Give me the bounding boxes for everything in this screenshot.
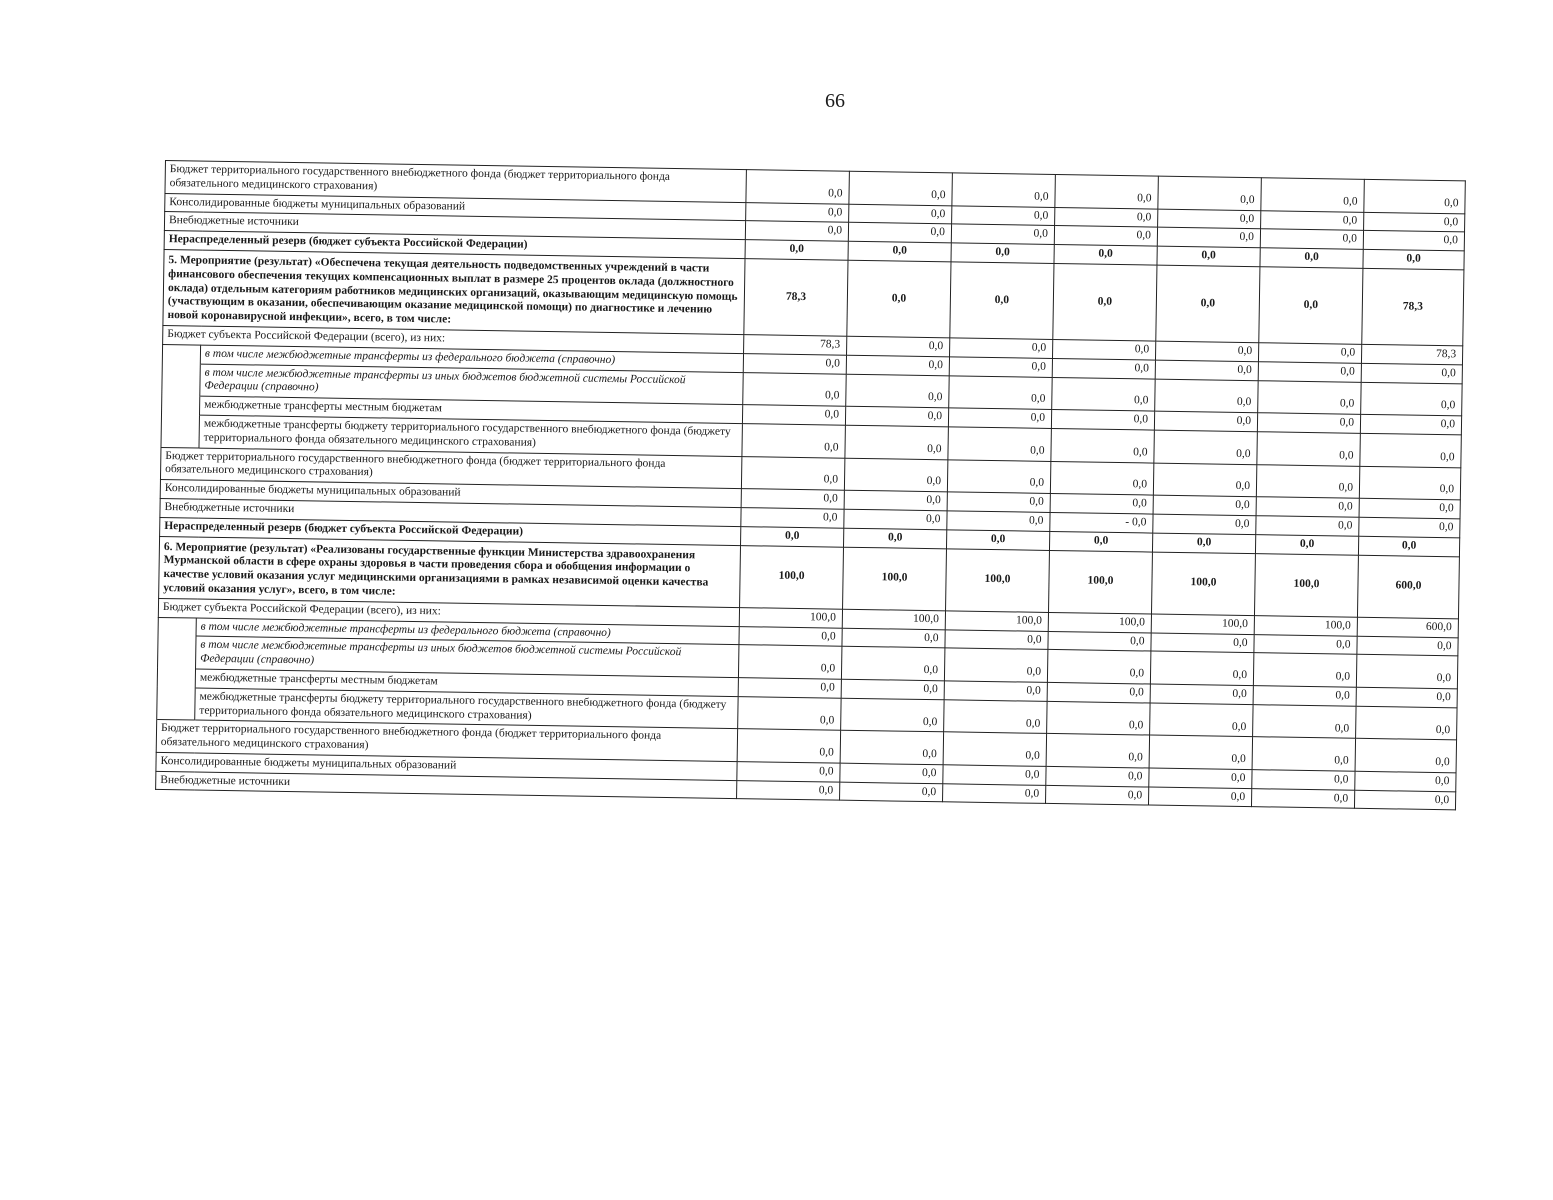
- value-cell: 0,0: [1047, 701, 1150, 735]
- value-cell: 0,0: [742, 405, 845, 425]
- indent-cell: [161, 414, 200, 447]
- value-cell: 0,0: [1158, 176, 1261, 210]
- value-cell: 0,0: [1258, 380, 1361, 414]
- value-cell: 100,0: [1049, 550, 1153, 614]
- value-cell: 0,0: [739, 626, 842, 646]
- row-label: Нераспределенный резерв (бюджет субъекта Российской Федерации): [160, 517, 741, 545]
- value-cell: 0,0: [849, 171, 952, 205]
- value-total-cell: 0,0: [1363, 231, 1464, 251]
- value-cell: 0,0: [742, 424, 845, 458]
- value-cell: 0,0: [1253, 653, 1356, 687]
- value-total-cell: 0,0: [1364, 179, 1465, 213]
- value-cell: 0,0: [1149, 768, 1252, 788]
- row-label: Внебюджетные источники: [156, 771, 737, 799]
- value-total-cell: 0,0: [1360, 414, 1461, 434]
- value-cell: 0,0: [738, 645, 841, 679]
- value-cell: 0,0: [743, 372, 846, 406]
- value-total-cell: 0,0: [1356, 687, 1457, 707]
- value-cell: 0,0: [943, 783, 1046, 803]
- indent-cell: [162, 363, 201, 396]
- value-cell: 0,0: [1257, 413, 1360, 433]
- value-cell: 0,0: [841, 647, 944, 681]
- row-label: межбюджетные трансферты местным бюджетам: [199, 396, 742, 423]
- value-cell: 78,3: [744, 259, 848, 337]
- value-cell: 0,0: [844, 490, 947, 510]
- value-cell: 0,0: [1047, 682, 1150, 702]
- row-label: Консолидированные бюджеты муниципальных образований: [160, 480, 741, 508]
- value-cell: 0,0: [952, 173, 1055, 207]
- value-cell: 100,0: [1151, 614, 1254, 634]
- value-cell: 0,0: [951, 224, 1054, 244]
- value-cell: 0,0: [743, 353, 846, 373]
- value-total-cell: 0,0: [1359, 517, 1460, 537]
- value-cell: 0,0: [1055, 207, 1158, 227]
- value-cell: 0,0: [1052, 377, 1155, 411]
- value-cell: 0,0: [737, 761, 840, 781]
- row-label: межбюджетные трансферты местным бюджетам: [195, 669, 738, 696]
- value-total-cell: 0,0: [1360, 433, 1461, 467]
- value-cell: 0,0: [1050, 461, 1153, 495]
- value-cell: 0,0: [1046, 734, 1149, 768]
- value-cell: 0,0: [847, 260, 951, 338]
- value-total-cell: 0,0: [1358, 536, 1459, 556]
- value-total-cell: 0,0: [1355, 771, 1456, 791]
- value-cell: 0,0: [741, 526, 844, 546]
- budget-table: [155, 160, 1466, 811]
- value-cell: 100,0: [842, 609, 945, 629]
- value-cell: 0,0: [737, 729, 840, 763]
- value-cell: 0,0: [1153, 514, 1256, 534]
- value-cell: 0,0: [1050, 494, 1153, 514]
- value-cell: 0,0: [1155, 341, 1258, 361]
- value-cell: 0,0: [844, 528, 947, 548]
- value-cell: 0,0: [1257, 432, 1360, 466]
- value-cell: 0,0: [845, 425, 948, 459]
- value-cell: 0,0: [1053, 263, 1157, 341]
- value-cell: 0,0: [1158, 209, 1261, 229]
- value-cell: 0,0: [947, 459, 1050, 493]
- row-label: Консолидированные бюджеты муниципальных образований: [156, 752, 737, 780]
- value-total-cell: 0,0: [1355, 739, 1456, 773]
- value-cell: 0,0: [1055, 174, 1158, 208]
- value-cell: 0,0: [1252, 770, 1355, 790]
- value-cell: 100,0: [946, 548, 1050, 612]
- value-cell: 0,0: [947, 511, 1050, 531]
- value-cell: 100,0: [740, 545, 844, 609]
- value-cell: 0,0: [1152, 533, 1255, 553]
- value-total-cell: 0,0: [1359, 466, 1460, 500]
- value-cell: 0,0: [1054, 226, 1157, 246]
- value-cell: 0,0: [944, 681, 1047, 701]
- value-cell: 0,0: [1259, 267, 1363, 345]
- value-cell: 100,0: [945, 611, 1048, 631]
- value-cell: 0,0: [1252, 737, 1355, 771]
- row-label: в том числе межбюджетные трансферты из федерального бюджета (справочно): [196, 618, 739, 645]
- value-cell: 0,0: [1260, 248, 1363, 268]
- value-cell: 0,0: [841, 698, 944, 732]
- value-cell: 0,0: [943, 732, 1046, 766]
- value-cell: 78,3: [744, 335, 847, 355]
- indent-cell: [162, 396, 200, 415]
- page-number: 66: [825, 90, 845, 112]
- measure-title: 6. Мероприятие (результат) «Реализованы государственные функции Министерства здравоохранения Мурманской области в сфере охраны здоровья в части проведения сбора и обобщения информации о качестве условий оказания услуг медицинскими организациями в рамках независимой оценки качества условий оказания услуг», всего, в том числе:: [159, 536, 741, 607]
- value-cell: 0,0: [948, 408, 1051, 428]
- row-label: в том числе межбюджетные трансферты из федерального бюджета (справочно): [200, 345, 743, 372]
- value-cell: 0,0: [1255, 534, 1358, 554]
- value-cell: 0,0: [1153, 495, 1256, 515]
- measure-title: 5. Мероприятие (результат) «Обеспечена текущая деятельность подведомственных учреждений в части финансового обеспечения текущих компенсационных выплат в размере 25 процентов оклада (должностного оклада) отдельным категориям работников медицинских организаций, оказывающим медицинскую помощь (участвующим в оказании, обеспечивающим оказание медицинской помощи) по диагностике и лечению новой коронавирусной инфекции», всего, в том числе:: [163, 249, 745, 334]
- row-label: межбюджетные трансферты бюджету территориального государственного внебюджетного фонда (бюджету территориального фонда обязательного медицинского страхования): [195, 688, 738, 729]
- value-cell: 0,0: [844, 458, 947, 492]
- value-cell: 0,0: [1254, 634, 1357, 654]
- value-cell: 0,0: [1148, 787, 1251, 807]
- value-cell: 0,0: [741, 456, 844, 490]
- value-cell: 0,0: [1251, 788, 1354, 808]
- value-cell: 100,0: [739, 607, 842, 627]
- value-cell: 0,0: [1157, 227, 1260, 247]
- value-cell: 0,0: [1149, 735, 1252, 769]
- value-cell: 0,0: [1154, 411, 1257, 431]
- value-cell: 0,0: [952, 205, 1055, 225]
- value-total-cell: 0,0: [1359, 498, 1460, 518]
- value-cell: 100,0: [1152, 552, 1256, 616]
- value-total-cell: 0,0: [1356, 706, 1457, 740]
- value-cell: 0,0: [1261, 210, 1364, 230]
- value-cell: 0,0: [844, 509, 947, 529]
- value-cell: 0,0: [845, 406, 948, 426]
- value-cell: 100,0: [843, 547, 947, 611]
- value-cell: - 0,0: [1050, 512, 1153, 532]
- value-cell: 0,0: [1253, 686, 1356, 706]
- value-cell: 0,0: [738, 696, 841, 730]
- value-cell: 0,0: [847, 336, 950, 356]
- value-cell: 0,0: [848, 223, 951, 243]
- value-cell: 0,0: [1258, 343, 1361, 363]
- value-cell: 0,0: [745, 240, 848, 260]
- value-cell: 0,0: [848, 241, 951, 261]
- row-label: Консолидированные бюджеты муниципальных образований: [165, 193, 746, 221]
- value-total-cell: 600,0: [1357, 555, 1459, 619]
- value-total-cell: 0,0: [1361, 382, 1462, 416]
- row-label: в том числе межбюджетные трансферты из иных бюджетов бюджетной системы Российской Федерации (справочно): [200, 364, 743, 405]
- value-cell: 0,0: [1155, 379, 1258, 413]
- value-cell: 0,0: [1049, 531, 1152, 551]
- value-cell: 0,0: [949, 357, 1052, 377]
- value-total-cell: 0,0: [1363, 250, 1464, 270]
- table-body: [156, 161, 1466, 811]
- value-cell: 0,0: [737, 780, 840, 800]
- row-label: Бюджет субъекта Российской Федерации (всего), из них:: [158, 598, 739, 626]
- value-total-cell: 0,0: [1364, 212, 1465, 232]
- value-cell: 0,0: [1256, 464, 1359, 498]
- value-total-cell: 78,3: [1362, 268, 1464, 346]
- value-cell: 0,0: [1260, 229, 1363, 249]
- value-total-cell: 600,0: [1357, 617, 1458, 637]
- value-cell: 0,0: [840, 730, 943, 764]
- value-cell: 0,0: [950, 262, 1054, 340]
- value-cell: 0,0: [1051, 428, 1154, 462]
- value-cell: 0,0: [746, 202, 849, 222]
- value-total-cell: 0,0: [1356, 655, 1457, 689]
- value-cell: 0,0: [948, 427, 1051, 461]
- value-cell: 0,0: [1052, 358, 1155, 378]
- value-cell: 0,0: [1154, 430, 1257, 464]
- value-cell: 0,0: [849, 204, 952, 224]
- value-cell: 0,0: [945, 629, 1048, 649]
- value-cell: 0,0: [1051, 410, 1154, 430]
- value-cell: 0,0: [1150, 651, 1253, 685]
- value-cell: 0,0: [1046, 766, 1149, 786]
- value-cell: 0,0: [947, 530, 1050, 550]
- row-label: межбюджетные трансферты бюджету территориального государственного внебюджетного фонда (бюджету территориального фонда обязательного медицинского страхования): [199, 415, 742, 456]
- value-cell: 0,0: [1253, 704, 1356, 738]
- value-cell: 0,0: [1157, 246, 1260, 266]
- row-label: Бюджет субъекта Российской Федерации (всего), из них:: [163, 325, 744, 353]
- value-total-cell: 0,0: [1354, 790, 1455, 810]
- value-cell: 0,0: [949, 375, 1052, 409]
- value-cell: 0,0: [840, 763, 943, 783]
- value-cell: 0,0: [741, 489, 844, 509]
- indent-cell: [157, 668, 195, 687]
- row-label: Бюджет территориального государственного внебюджетного фонда (бюджет территориального фонда обязательного медицинского страхования): [165, 161, 746, 203]
- value-cell: 0,0: [1047, 650, 1150, 684]
- value-cell: 0,0: [1150, 703, 1253, 737]
- value-cell: 0,0: [846, 355, 949, 375]
- value-cell: 0,0: [1151, 633, 1254, 653]
- value-cell: 0,0: [1256, 516, 1359, 536]
- value-cell: 0,0: [943, 765, 1046, 785]
- row-label: Внебюджетные источники: [160, 498, 741, 526]
- value-cell: 0,0: [741, 508, 844, 528]
- indent-cell: [157, 687, 196, 720]
- value-cell: 100,0: [1048, 612, 1151, 632]
- row-label: Бюджет территориального государственного внебюджетного фонда (бюджет территориального фонда обязательного медицинского страхования): [156, 720, 737, 762]
- value-cell: 0,0: [1261, 178, 1364, 212]
- value-cell: 0,0: [846, 374, 949, 408]
- value-cell: 0,0: [950, 338, 1053, 358]
- value-total-cell: 0,0: [1357, 636, 1458, 656]
- value-cell: 0,0: [745, 221, 848, 241]
- value-cell: 0,0: [1150, 684, 1253, 704]
- value-cell: 100,0: [1254, 553, 1358, 617]
- row-label: в том числе межбюджетные трансферты из иных бюджетов бюджетной системы Российской Федерации (справочно): [196, 636, 739, 677]
- value-cell: 0,0: [842, 628, 945, 648]
- value-cell: 0,0: [1156, 265, 1260, 343]
- value-cell: 0,0: [1048, 631, 1151, 651]
- row-label: Внебюджетные источники: [164, 212, 745, 240]
- value-cell: 0,0: [840, 782, 943, 802]
- value-cell: 0,0: [1155, 360, 1258, 380]
- value-cell: 0,0: [841, 679, 944, 699]
- value-cell: 0,0: [951, 243, 1054, 263]
- value-cell: 100,0: [1254, 615, 1357, 635]
- indent-cell: [158, 617, 196, 636]
- value-cell: 0,0: [1258, 361, 1361, 381]
- value-cell: 0,0: [947, 492, 1050, 512]
- value-cell: 0,0: [738, 677, 841, 697]
- value-cell: 0,0: [1256, 497, 1359, 517]
- value-total-cell: 0,0: [1361, 363, 1462, 383]
- row-label: Бюджет территориального государственного внебюджетного фонда (бюджет территориального фонда обязательного медицинского страхования): [160, 447, 741, 489]
- budget-table-sheet: [155, 160, 1465, 811]
- value-cell: 0,0: [1046, 785, 1149, 805]
- value-total-cell: 78,3: [1361, 344, 1462, 364]
- value-cell: 0,0: [1053, 339, 1156, 359]
- value-cell: 0,0: [1054, 245, 1157, 265]
- value-cell: 0,0: [1153, 463, 1256, 497]
- value-cell: 0,0: [944, 648, 1047, 682]
- value-cell: 0,0: [746, 170, 849, 204]
- indent-cell: [158, 636, 197, 669]
- value-cell: 0,0: [944, 700, 1047, 734]
- indent-cell: [162, 344, 200, 363]
- row-label: Нераспределенный резерв (бюджет субъекта Российской Федерации): [164, 231, 745, 259]
